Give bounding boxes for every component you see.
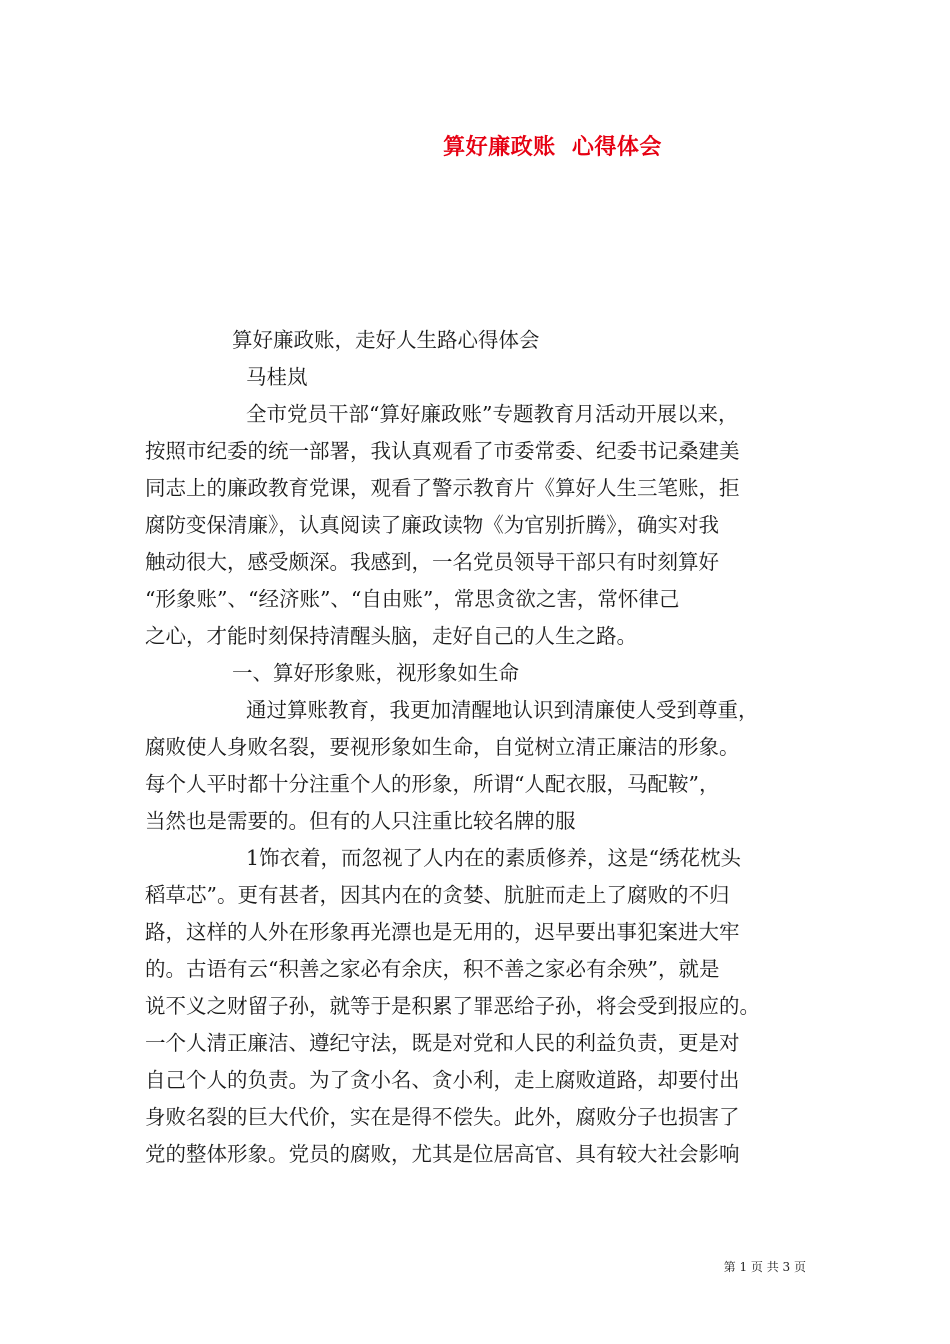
page-title: 算好廉政账 心得体会 <box>443 134 662 160</box>
text-line: 通过算账教育，我更加清醒地认识到清廉使人受到尊重， <box>246 698 759 722</box>
text-line: 路，这样的人外在形象再光漂也是无用的，迟早要出事犯案进大牢 <box>145 920 740 944</box>
text-line: 稻草芯”。更有甚者，因其内在的贪婪、肮脏而走上了腐败的不归 <box>145 883 730 907</box>
article-subtitle: 算好廉政账，走好人生路心得体会 <box>232 328 540 352</box>
text-line: 之心，才能时刻保持清醒头脑，走好自己的人生之路。 <box>145 624 637 648</box>
text-line: 腐防变保清廉》，认真阅读了廉政读物《为官别折腾》，确实对我 <box>145 513 719 537</box>
text-line: 全市党员干部“算好廉政账”专题教育月活动开展以来， <box>246 402 739 426</box>
text-line: 党的整体形象。党员的腐败，尤其是位居高官、具有较大社会影响 <box>145 1142 740 1166</box>
text-line: 说不义之财留子孙，就等于是积累了罪恶给子孙，将会受到报应的。 <box>145 994 760 1018</box>
text-line: 身败名裂的巨大代价，实在是得不偿失。此外，腐败分子也损害了 <box>145 1105 740 1129</box>
text-line: “形象账”、“经济账”、“自由账”，常思贪欲之害，常怀律己 <box>145 587 680 611</box>
article-author: 马桂岚 <box>246 365 308 389</box>
text-line: 同志上的廉政教育党课，观看了警示教育片《算好人生三笔账，拒 <box>145 476 740 500</box>
text-line: 的。古语有云“积善之家必有余庆，积不善之家必有余殃”，就是 <box>145 957 720 981</box>
text-line: 自己个人的负责。为了贪小名、贪小利，走上腐败道路，却要付出 <box>145 1068 740 1092</box>
text-line: 触动很大，感受颇深。我感到，一名党员领导干部只有时刻算好 <box>145 550 719 574</box>
page-number-footer: 第 1 页 共 3 页 <box>723 1260 806 1274</box>
section-heading: 一、算好形象账，视形象如生命 <box>232 661 519 685</box>
article-body <box>145 322 810 1173</box>
text-line: 1饰衣着，而忽视了人内在的素质修养，这是“绣花枕头 <box>246 846 742 870</box>
text-line: 每个人平时都十分注重个人的形象，所谓“人配衣服，马配鞍”， <box>145 772 720 796</box>
text-line: 腐败使人身败名裂，要视形象如生命，自觉树立清正廉洁的形象。 <box>145 735 740 759</box>
text-line: 当然也是需要的。但有的人只注重比较名牌的服 <box>145 809 576 833</box>
text-line: 按照市纪委的统一部署，我认真观看了市委常委、纪委书记桑建美 <box>145 439 740 463</box>
text-line: 一个人清正廉洁、遵纪守法，既是对党和人民的利益负责，更是对 <box>145 1031 740 1055</box>
